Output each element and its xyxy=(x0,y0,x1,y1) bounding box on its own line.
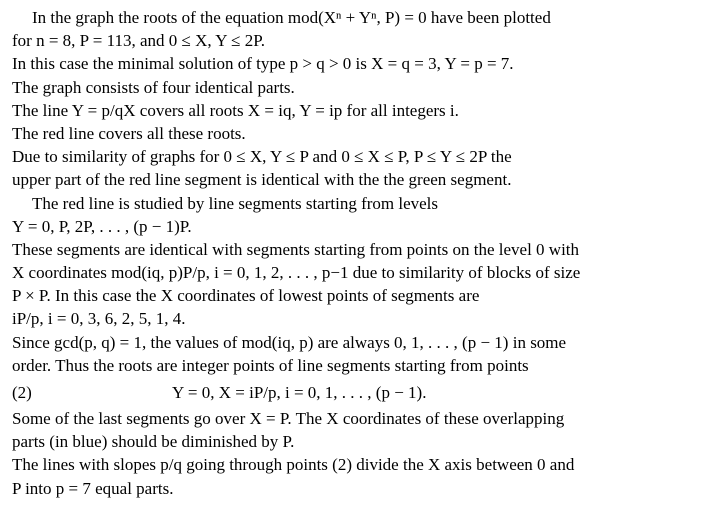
intro-line-1: In the graph the roots of the equation mod(Xⁿ + Yⁿ, P) = 0 have been plotted xyxy=(32,8,551,27)
slopes-line-2: P into p = 7 equal parts. xyxy=(12,478,174,498)
levels-line-1: The red line is studied by line segments starting from levels xyxy=(32,193,439,213)
segments-line-1: These segments are identical with segments starting from points on the level 0 with xyxy=(12,239,580,259)
equation-body: Y = 0, X = iP/p, i = 0, 1, . . . , (p − 1). xyxy=(172,383,427,402)
document-body xyxy=(12,6,702,500)
overlap-line-2: parts (in blue) should be diminished by P. xyxy=(12,432,295,452)
intro-line-2: for n = 8, P = 113, and 0 ≤ X, Y ≤ 2P. xyxy=(12,31,266,51)
gcd-line-1: Since gcd(p, q) = 1, the values of mod(iq, p) are always 0, 1, . . . , (p − 1) in some xyxy=(12,332,567,352)
gcd-line-2: order. Thus the roots are integer points of line segments starting from points xyxy=(12,355,529,375)
segments-line-2: X coordinates mod(iq, p)P/p, i = 0, 1, 2, . . . , p−1 due to similarity of blocks of size xyxy=(12,263,581,283)
statement-four-parts: The graph consists of four identical parts. xyxy=(12,77,295,97)
overlap-line-1: Some of the last segments go over X = P. The X coordinates of these overlapping xyxy=(12,409,565,428)
segments-line-4: iP/p, i = 0, 3, 6, 2, 5, 1, 4. xyxy=(12,309,186,329)
segments-line-3: P × P. In this case the X coordinates of lowest points of segments are xyxy=(12,286,480,306)
similarity-line-1: Due to similarity of graphs for 0 ≤ X, Y ≤ P and 0 ≤ X ≤ P, P ≤ Y ≤ 2P the xyxy=(12,147,512,167)
slopes-line-1: The lines with slopes p/q going through points (2) divide the X axis between 0 and xyxy=(12,455,575,475)
equation-number: (2) xyxy=(12,383,32,402)
statement-line-covers: The line Y = p/qX covers all roots X = iq, Y = ip for all integers i. xyxy=(12,100,459,120)
statement-minimal-solution: In this case the minimal solution of type p > q > 0 is X = q = 3, Y = p = 7. xyxy=(12,54,514,74)
equation-2 xyxy=(12,377,702,407)
similarity-line-2: upper part of the red line segment is identical with the the green segment. xyxy=(12,170,512,190)
statement-red-line: The red line covers all these roots. xyxy=(12,123,246,143)
levels-line-2: Y = 0, P, 2P, . . . , (p − 1)P. xyxy=(12,216,192,236)
